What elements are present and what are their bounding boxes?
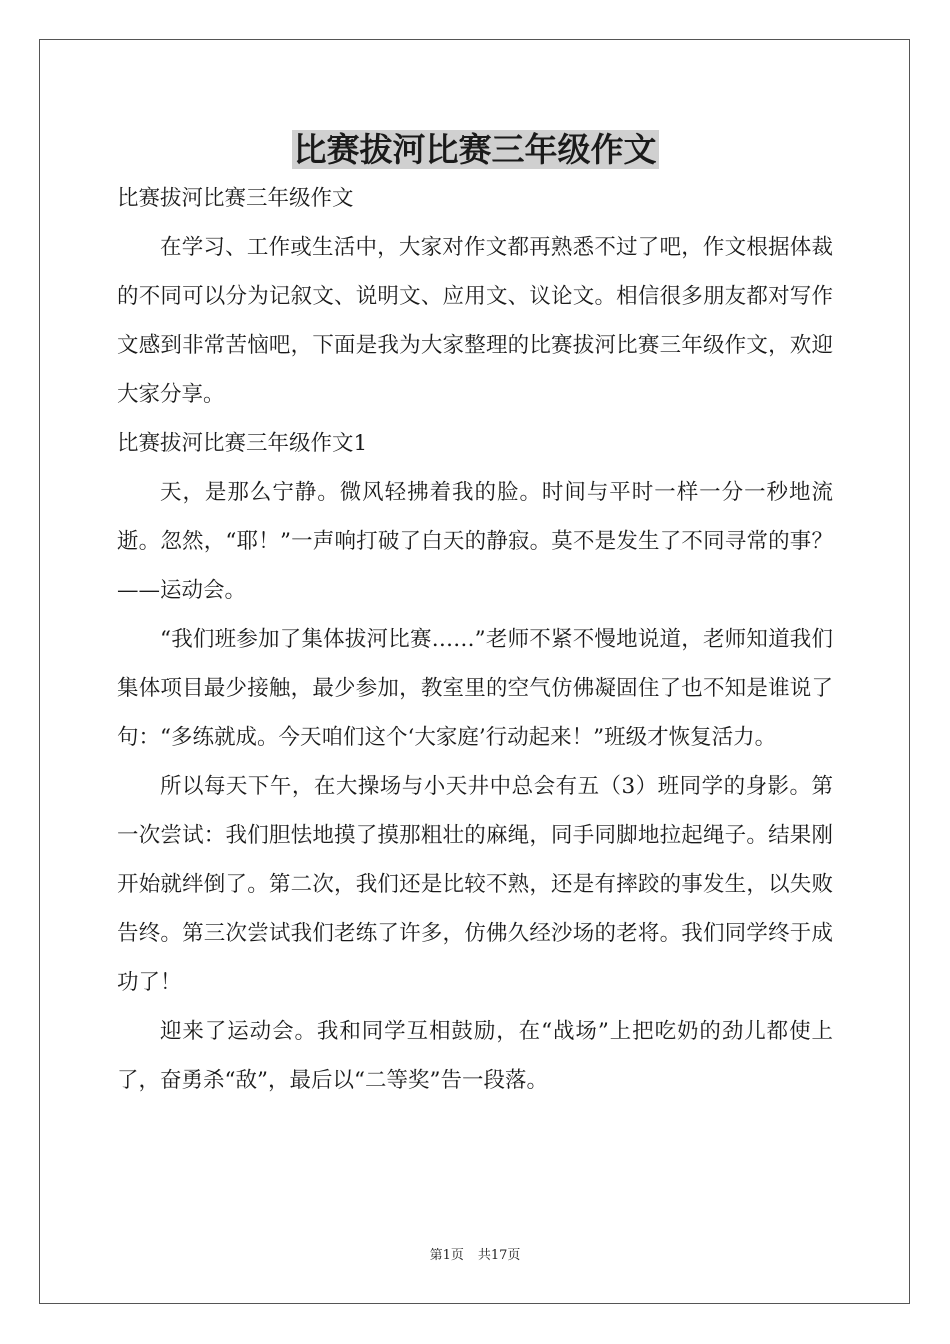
paragraph-intro: 在学习、工作或生活中，大家对作文都再熟悉不过了吧，作文根据体裁的不同可以分为记叙文、说明文、应用文、议论文。相信很多朋友都对写作文感到非常苦恼吧，下面是我为大家整理的比赛拔河比赛三年级作文，欢迎大家分享。 [117,235,833,407]
paragraph: “我们班参加了集体拔河比赛……”老师不紧不慢地说道，老师知道我们集体项目最少接触，最少参加，教室里的空气仿佛凝固住了也不知是谁说了句：“多练就成。今天咱们这个‘大家庭’行动起来！”班级才恢复活力。 [117,627,833,750]
paragraph: 天，是那么宁静。微风轻拂着我的脸。时间与平时一样一分一秒地流逝。忽然，“耶！”一声响打破了白天的静寂。莫不是发生了不同寻常的事？——运动会。 [117,480,833,603]
page-footer [0,1246,950,1266]
document-title-text: 比赛拔河比赛三年级作文 [293,130,657,169]
document-body [117,174,833,1105]
section-heading: 比赛拔河比赛三年级作文1 [117,431,368,456]
paragraph: 所以每天下午，在大操场与小天井中总会有五（3）班同学的身影。第一次尝试：我们胆怯地摸了摸那粗壮的麻绳，同手同脚地拉起绳子。结果刚开始就绊倒了。第二次，我们还是比较不熟，还是有摔跤的事发生，以失败告终。第三次尝试我们老练了许多，仿佛久经沙场的老将。我们同学终于成功了！ [117,774,833,995]
page-total: 共17页 [477,1248,521,1263]
document-title [0,128,950,172]
paragraph-subtitle: 比赛拔河比赛三年级作文 [117,186,354,211]
paragraph: 迎来了运动会。我和同学互相鼓励，在“战场”上把吃奶的劲儿都使上了，奋勇杀“敌”，最后以“二等奖”告一段落。 [117,1019,833,1093]
page-number: 第1页 [429,1248,464,1263]
